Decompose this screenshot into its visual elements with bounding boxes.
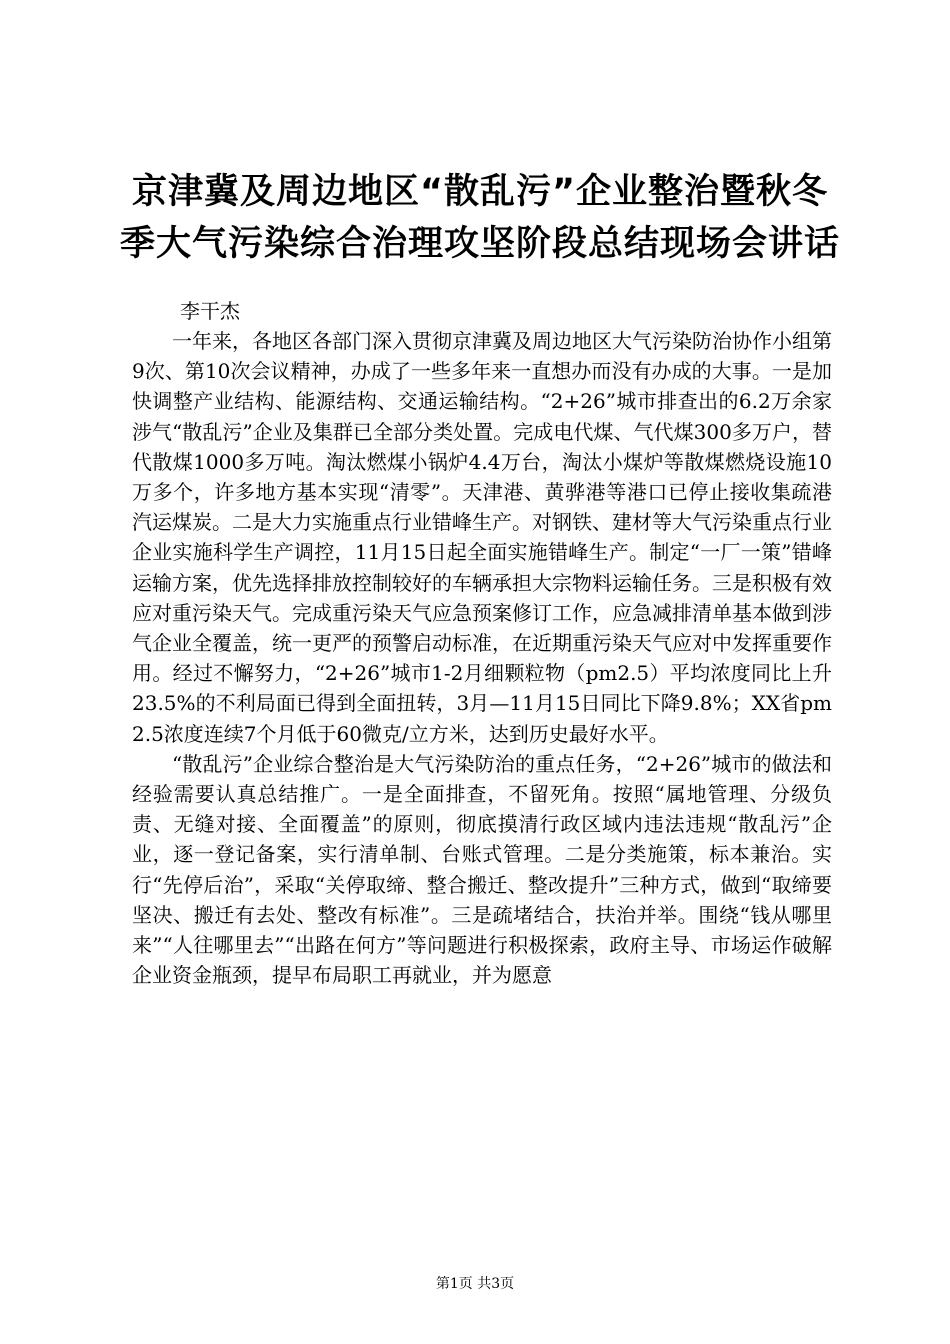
document-title <box>110 166 850 270</box>
document-title-line-1: 京津冀及周边地区“散乱污”企业整治暨秋冬 <box>131 172 828 212</box>
paragraph-1: 一年来，各地区各部门深入贯彻京津冀及周边地区大气污染防治协作小组第9次、第10次会议精神，办成了一些多年来一直想办而没有办成的大事。一是加快调整产业结构、能源结构、交通运输结构。“2+26”城市排查出的6.2万余家涉气“散乱污”企业及集群已全部分类处置。完成电代煤、气代煤300多万户，替代散煤1000多万吨。淘汰燃煤小锅炉4.4万台，淘汰小煤炉等散煤燃烧设施10万多个，许多地方基本实现“清零”。天津港、黄骅港等港口已停止接收集疏港汽运煤炭。二是大力实施重点行业错峰生产。对钢铁、建材等大气污染重点行业企业实施科学生产调控，11月15日起全面实施错峰生产。制定“一厂一策”错峰运输方案，优先选择排放控制较好的车辆承担大宗物料运输任务。三是积极有效应对重污染天气。完成重污染天气应急预案修订工作，应急减排清单基本做到涉气企业全覆盖，统一更严的预警启动标准，在近期重污染天气应对中发挥重要作用。经过不懈努力，“2+26”城市1-2月细颗粒物（pm2.5）平均浓度同比上升23.5%的不利局面已得到全面扭转，3月—11月15日同比下降9.8%；XX省pm2.5浓度连续7个月低于60微克/立方米，达到历史最好水平。 <box>132 329 832 746</box>
author-name: 李干杰 <box>180 299 240 323</box>
paragraph-2: “散乱污”企业综合整治是大气污染防治的重点任务，“2+26”城市的做法和经验需要认真总结推广。一是全面排查，不留死角。按照“属地管理、分级负责、无缝对接、全面覆盖”的原则，彻底摸清行政区域内违法违规“散乱污”企业，逐一登记备案，实行清单制、台账式管理。二是分类施策，标本兼治。实行“先停后治”，采取“关停取缔、整合搬迁、整改提升”三种方式，做到“取缔要坚决、搬迁有去处、整改有标准”。三是疏堵结合，扶治并举。围绕“钱从哪里来”“人往哪里去”“出路在何方”等问题进行积极探索，政府主导、市场运作破解企业资金瓶颈，提早布局职工再就业，并为愿意 <box>132 751 832 988</box>
document-title-line-2: 季大气污染综合治理攻坚阶段总结现场会讲话 <box>119 224 840 264</box>
page-footer: 第1页 共3页 <box>435 1276 515 1292</box>
document-body <box>132 326 832 990</box>
